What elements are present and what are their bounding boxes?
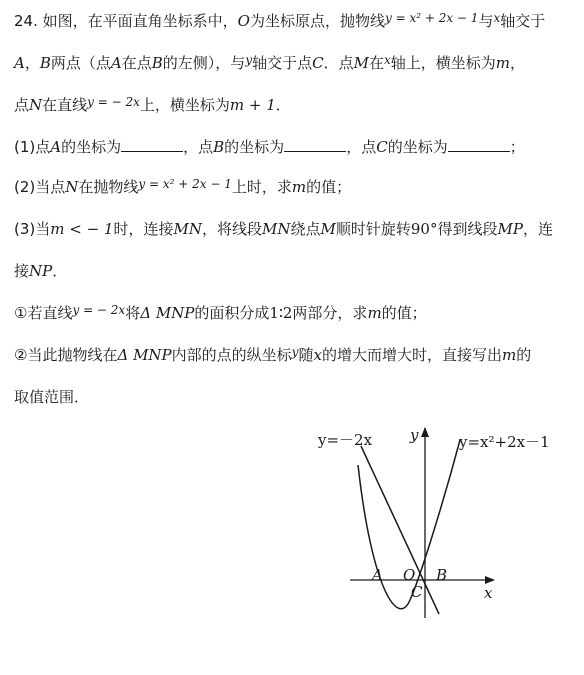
sub-label: ①: [14, 304, 28, 322]
text: 若直线: [27, 304, 73, 322]
math-m: m: [367, 304, 382, 322]
text: 为坐标原点，抛物线: [249, 12, 385, 30]
text: 当点: [35, 178, 66, 196]
question-3-line-2: [14, 260, 67, 282]
math-m: m: [501, 346, 517, 364]
x-axis-label: x: [484, 584, 493, 602]
question-2: [14, 176, 351, 199]
math-O: O: [237, 12, 250, 30]
text: 两点（点: [50, 54, 111, 72]
text: 的值；: [381, 304, 427, 322]
text: 随: [298, 346, 314, 364]
math-MN: MN: [173, 220, 202, 238]
math-C: C: [312, 54, 324, 72]
y-axis-label: y: [410, 426, 419, 444]
point-C-label: C: [411, 583, 423, 601]
text: 两部分，求: [292, 304, 368, 322]
text: 的值；: [306, 178, 352, 196]
text: 的坐标为: [387, 138, 448, 156]
math-MN: MN: [262, 220, 291, 238]
math-C: C: [376, 138, 388, 156]
text: 的面积分成: [194, 304, 270, 322]
math-y: y: [245, 53, 253, 67]
text: 的左侧），与: [162, 54, 246, 72]
answer-blank-C[interactable]: [448, 137, 510, 152]
math-A: A: [50, 138, 62, 156]
line-equation: y = − 2x: [72, 303, 126, 317]
text: ．: [275, 96, 291, 114]
question-label: (1): [14, 138, 36, 156]
text: 时，连接: [113, 220, 174, 238]
triangle-MNP: Δ MNP: [140, 304, 195, 322]
point-B-label: B: [436, 566, 448, 584]
math-MP: MP: [497, 220, 523, 238]
text: ，: [24, 54, 40, 72]
parabola-equation: y = x² + 2x − 1: [138, 177, 232, 191]
math-A: A: [110, 54, 122, 72]
text: 顺时针旋转: [335, 220, 411, 238]
math-x: x: [493, 11, 501, 25]
math-m: m: [291, 178, 307, 196]
condition: m < − 1: [50, 220, 114, 238]
text: 当: [35, 220, 51, 238]
text: 与: [478, 12, 494, 30]
text: ．点: [323, 54, 354, 72]
problem-number: 24.: [14, 12, 38, 30]
point-A-label: A: [372, 566, 383, 584]
math-y: y: [291, 345, 299, 359]
text: 在抛物线: [78, 178, 139, 196]
text: 的增大而增大时，直接写出: [321, 346, 502, 364]
text: 轴交于: [500, 12, 546, 30]
text: 在直线: [42, 96, 88, 114]
problem-line-1: [14, 10, 545, 33]
math-N: N: [29, 96, 43, 114]
question-3-line-1: [14, 218, 553, 240]
text: ，点: [346, 138, 377, 156]
text: 的坐标为: [61, 138, 122, 156]
math-x: x: [383, 53, 391, 67]
math-B: B: [213, 138, 225, 156]
text: 绕点: [290, 220, 321, 238]
math-M: M: [320, 220, 336, 238]
question-label: (3): [14, 220, 36, 238]
math-N: N: [65, 178, 79, 196]
parabola-label: y=x²+2x－1: [459, 433, 550, 451]
text: 得到线段: [437, 220, 498, 238]
math-B: B: [39, 54, 51, 72]
problem-line-3: [14, 94, 291, 117]
text: ；: [509, 138, 525, 156]
math-M: M: [353, 54, 369, 72]
question-label: (2): [14, 178, 36, 196]
coordinate-figure: [310, 420, 584, 635]
text: 如图，在平面直角坐标系中，: [42, 12, 238, 30]
text: 当此抛物线在: [27, 346, 118, 364]
math-m-plus-1: m + 1: [229, 96, 276, 114]
math-m: m: [495, 54, 511, 72]
text: 取值范围．: [14, 388, 90, 406]
text: ，点: [183, 138, 214, 156]
sub-question-2-line-1: [14, 344, 531, 367]
sub-label: ②: [14, 346, 28, 364]
math-B: B: [151, 54, 163, 72]
text: ，将线段: [201, 220, 262, 238]
angle: 90°: [410, 220, 438, 238]
math-NP: NP: [29, 262, 53, 280]
text: 将: [125, 304, 141, 322]
text: ，连: [522, 220, 553, 238]
triangle-MNP: Δ MNP: [117, 346, 172, 364]
text: 轴上，横坐标为: [390, 54, 496, 72]
line-label: y=－2x: [318, 431, 373, 449]
ratio: 1∶2: [269, 304, 293, 322]
text: 点: [35, 138, 51, 156]
sub-question-1: [14, 302, 427, 325]
sub-question-2-line-2: [14, 386, 89, 408]
point-O-label: O: [403, 566, 416, 584]
question-1: [14, 136, 525, 158]
text: 的: [516, 346, 532, 364]
answer-blank-A[interactable]: [121, 137, 183, 152]
text: 在点: [121, 54, 152, 72]
text: ．: [52, 262, 68, 280]
text: 上，横坐标为: [139, 96, 230, 114]
problem-line-2: [14, 52, 525, 75]
answer-blank-B[interactable]: [284, 137, 346, 152]
text: 内部的点的纵坐标: [171, 346, 292, 364]
parabola-equation: y = x² + 2x − 1: [384, 11, 479, 25]
line-equation: y = − 2x: [87, 95, 140, 109]
math-x: x: [313, 346, 322, 364]
math-A: A: [14, 54, 25, 72]
text: 上时，求: [231, 178, 292, 196]
text: 的坐标为: [224, 138, 285, 156]
text: 点: [14, 96, 30, 114]
text: 在: [368, 54, 384, 72]
text: 接: [14, 262, 30, 280]
line-y-neg-2x: [361, 446, 439, 614]
text: ，: [510, 54, 526, 72]
text: 轴交于点: [252, 54, 313, 72]
